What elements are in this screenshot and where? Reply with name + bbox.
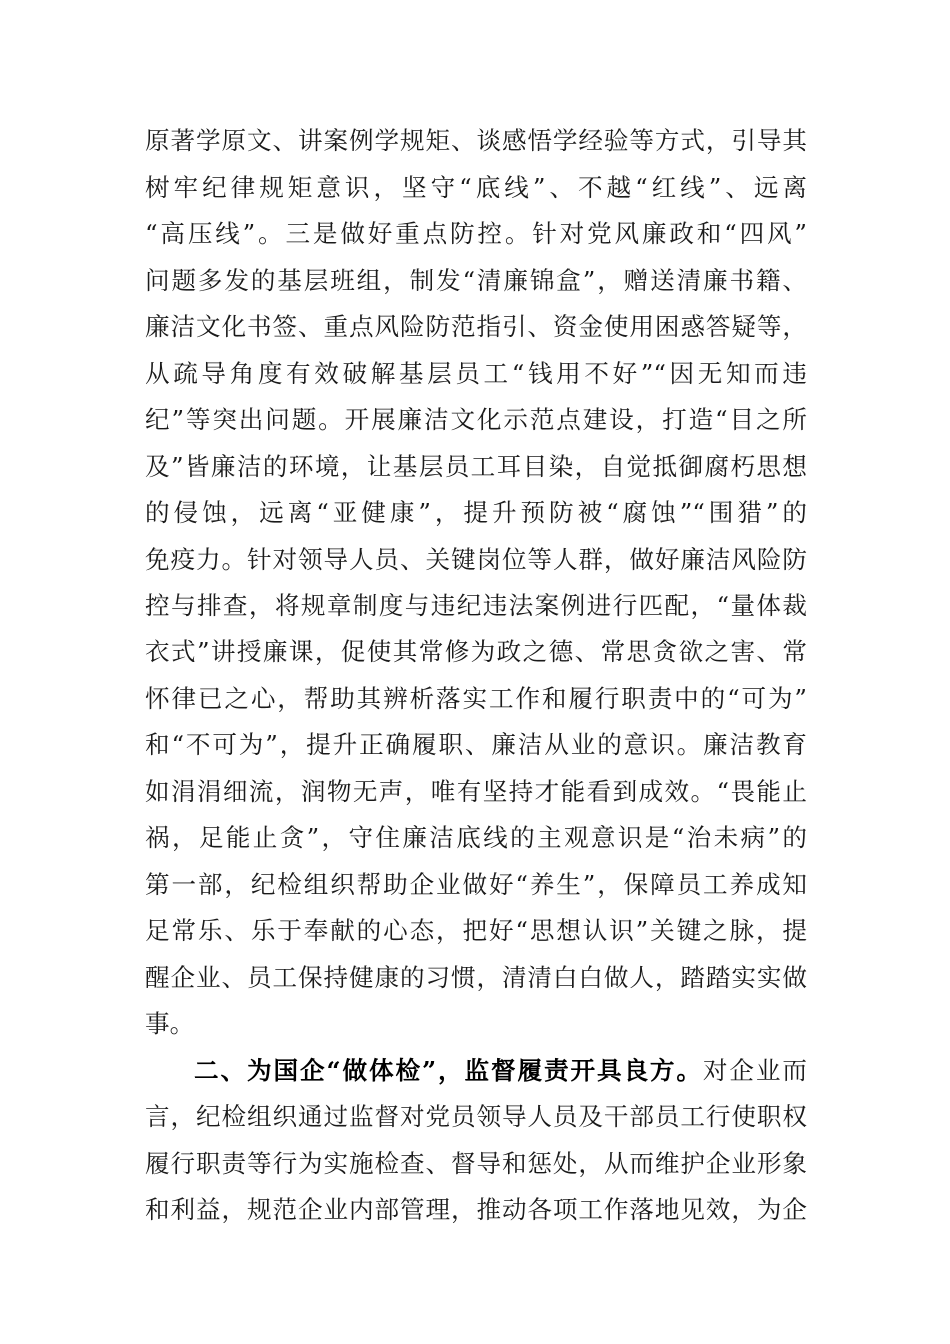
paragraph-2-first-line-rest: 对企业而 bbox=[702, 1056, 807, 1085]
paragraph-1-line-16: 祸，足能止贪”，守住廉洁底线的主观意识是“治未病”的 bbox=[145, 823, 807, 852]
paragraph-1-line-19: 醒企业、员工保持健康的习惯，清清白白做人，踏踏实实做 bbox=[145, 963, 807, 992]
paragraph-1-line-7: 纪”等突出问题。开展廉洁文化示范点建设，打造“目之所 bbox=[145, 405, 807, 434]
section-heading: 二、为国企“做体检”，监督履责开具良方。 bbox=[194, 1056, 703, 1085]
paragraph-2-line-4: 和利益，规范企业内部管理，推动各项工作落地见效，为企 bbox=[145, 1195, 807, 1224]
paragraph-1-line-6: 从疏导角度有效破解基层员工“钱用不好”“因无知而违 bbox=[145, 359, 807, 388]
paragraph-2-line-3: 履行职责等行为实施检查、督导和惩处，从而维护企业形象 bbox=[145, 1149, 807, 1178]
paragraph-1-line-8: 及”皆廉洁的环境，让基层员工耳目染，自觉抵御腐朽思想 bbox=[145, 452, 807, 481]
paragraph-1-line-20: 事。 bbox=[145, 1009, 195, 1038]
paragraph-2-first-line bbox=[194, 1051, 807, 1091]
paragraph-1-line-5: 廉洁文化书签、重点风险防范指引、资金使用困惑答疑等， bbox=[145, 312, 807, 341]
paragraph-1-line-4: 问题多发的基层班组，制发“清廉锦盒”，赠送清廉书籍、 bbox=[145, 266, 807, 295]
paragraph-1-line-10: 免疫力。针对领导人员、关键岗位等人群，做好廉洁风险防 bbox=[145, 545, 807, 574]
paragraph-1-line-15: 如涓涓细流，润物无声，唯有坚持才能看到成效。“畏能止 bbox=[145, 777, 807, 806]
paragraph-1-line-3: “高压线”。三是做好重点防控。针对党风廉政和“四风” bbox=[145, 219, 807, 248]
paragraph-1-line-18: 足常乐、乐于奉献的心态，把好“思想认识”关键之脉，提 bbox=[145, 916, 807, 945]
paragraph-1-line-13: 怀律已之心，帮助其辨析落实工作和履行职责中的“可为” bbox=[145, 684, 807, 713]
paragraph-1-line-2: 树牢纪律规矩意识，坚守“底线”、不越“红线”、远离 bbox=[145, 173, 807, 202]
paragraph-1-line-14: 和“不可为”，提升正确履职、廉洁从业的意识。廉洁教育 bbox=[145, 730, 807, 759]
paragraph-1-line-11: 控与排查，将规章制度与违纪违法案例进行匹配，“量体裁 bbox=[145, 591, 807, 620]
paragraph-1-line-12: 衣式”讲授廉课，促使其常修为政之德、常思贪欲之害、常 bbox=[145, 637, 807, 666]
paragraph-1-line-9: 的侵蚀，远离“亚健康”，提升预防被“腐蚀”“围猎”的 bbox=[145, 498, 807, 527]
paragraph-1-line-1: 原著学原文、讲案例学规矩、谈感悟学经验等方式，引导其 bbox=[145, 126, 807, 155]
paragraph-1-line-17: 第一部，纪检组织帮助企业做好“养生”，保障员工养成知 bbox=[145, 870, 807, 899]
paragraph-2-line-2: 言，纪检组织通过监督对党员领导人员及干部员工行使职权 bbox=[145, 1102, 807, 1131]
